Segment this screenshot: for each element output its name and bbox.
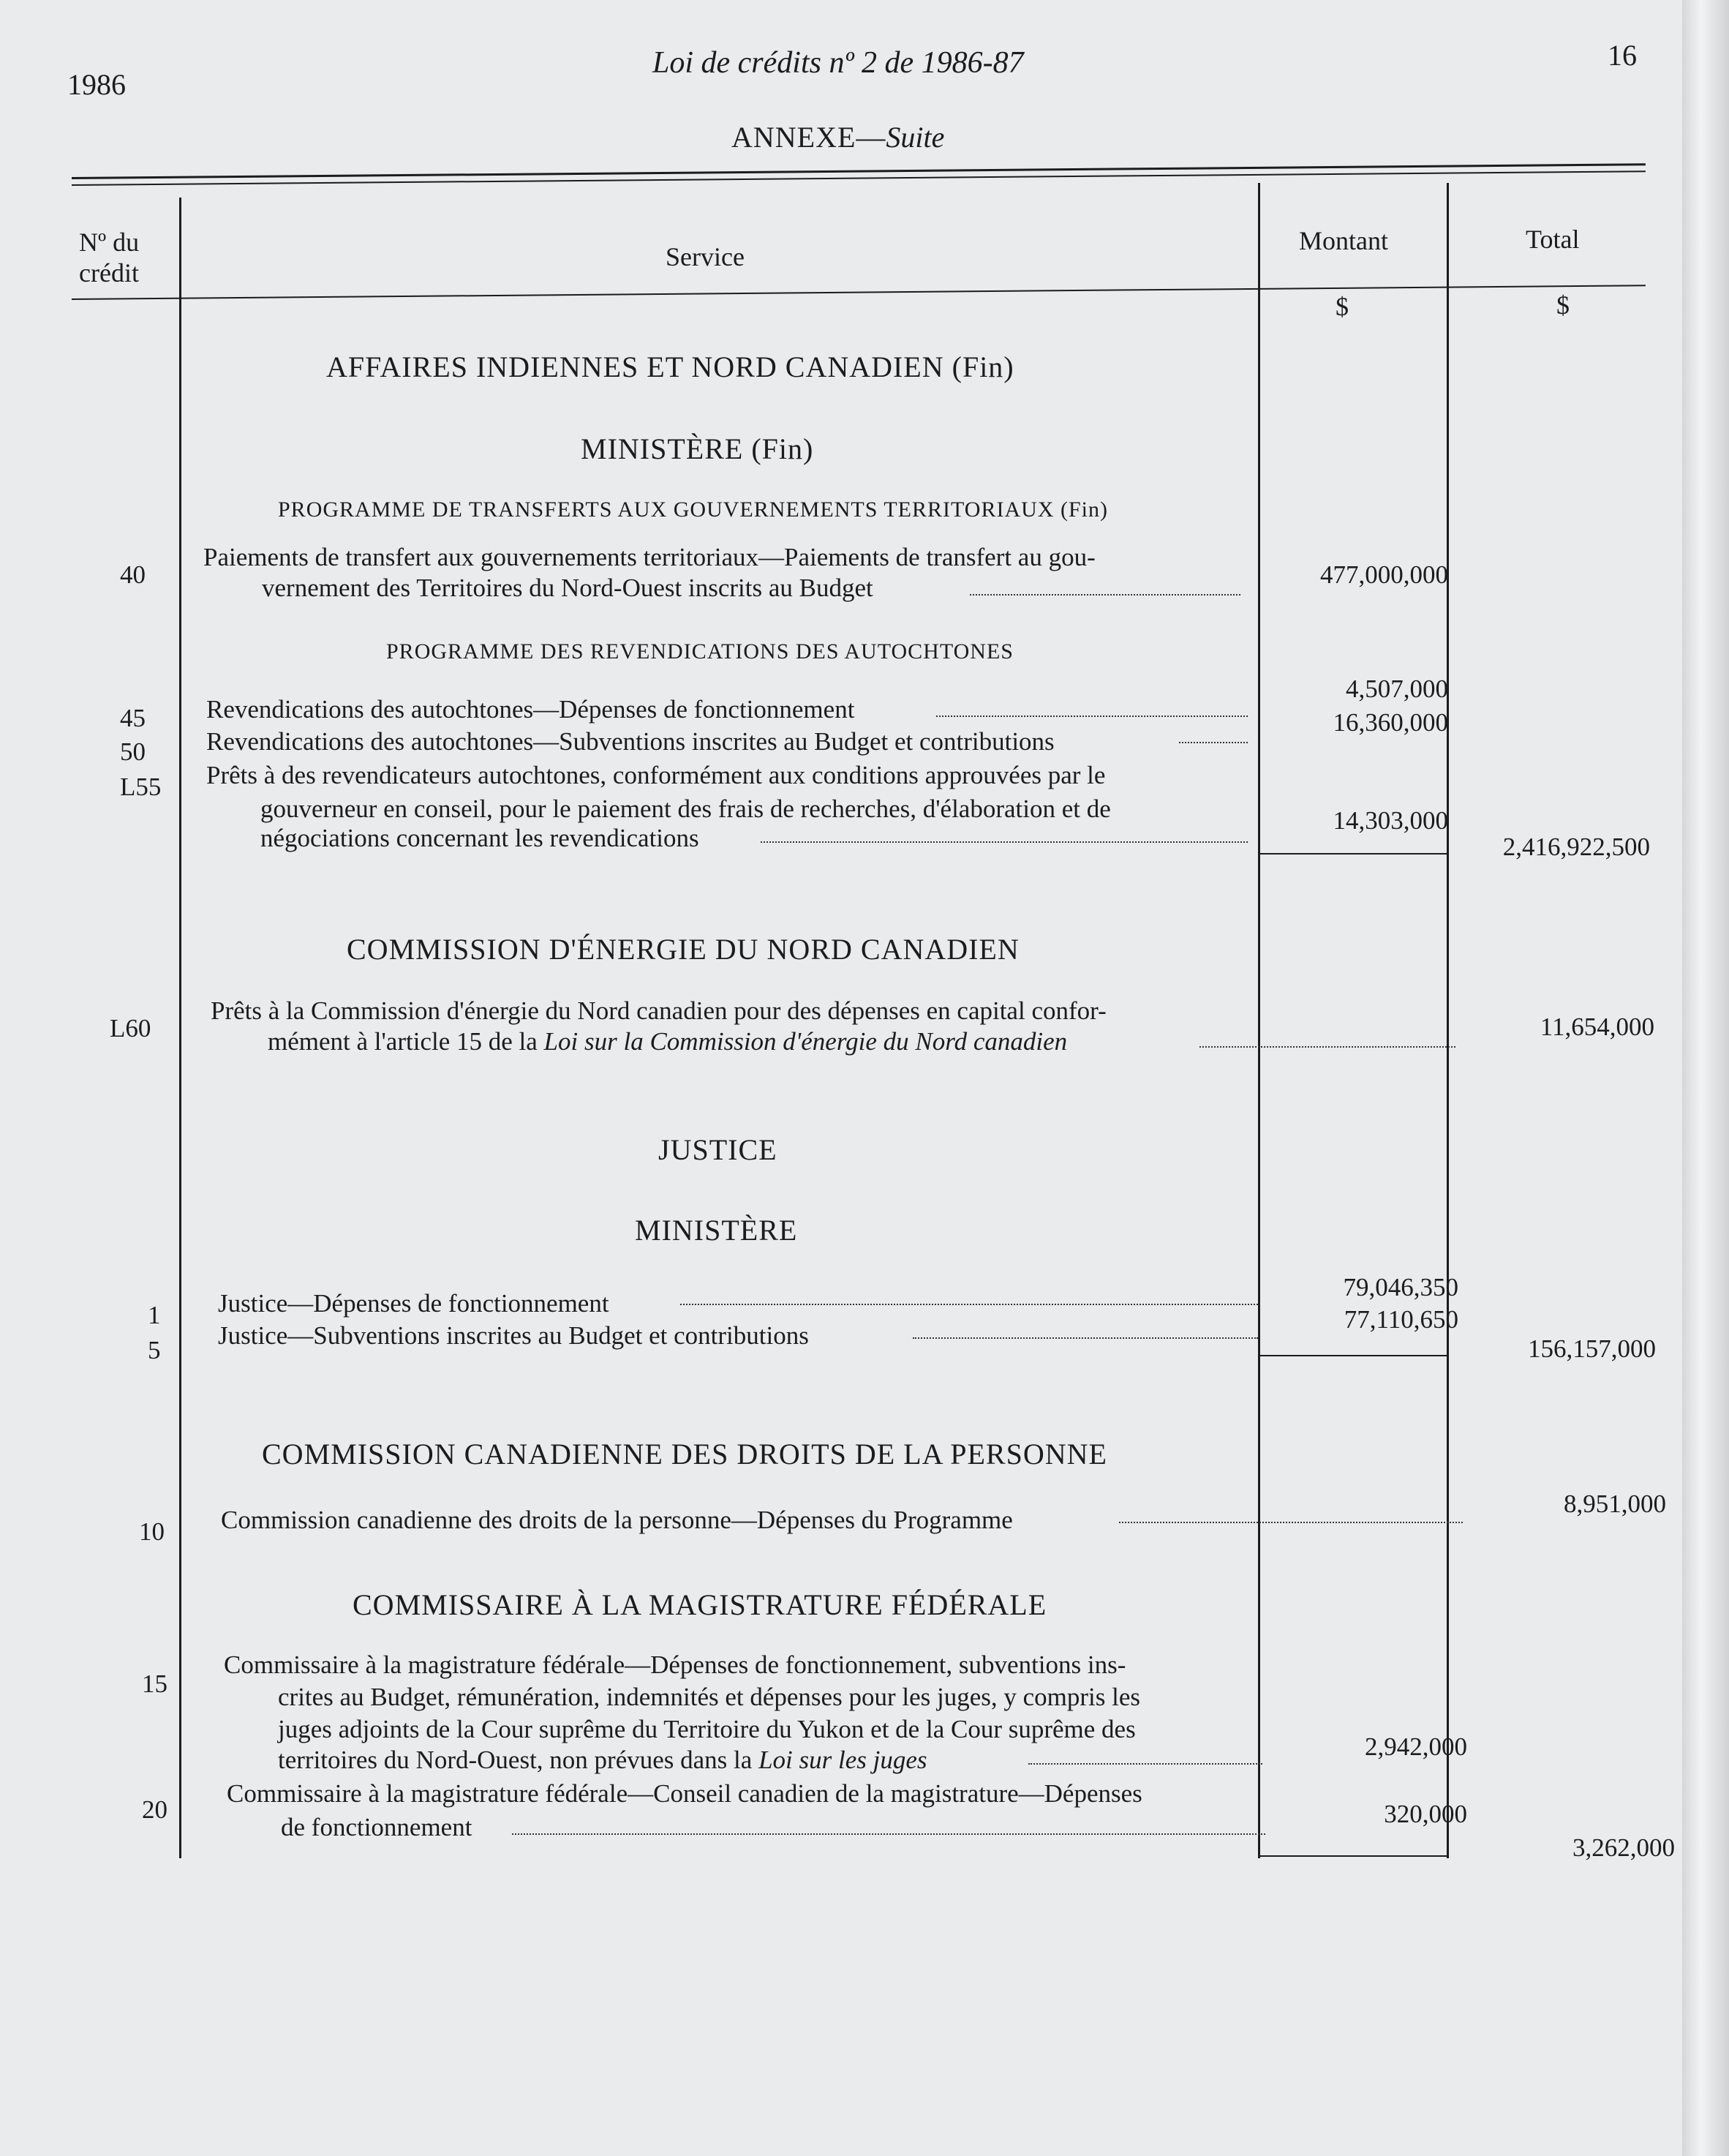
vote-number: 10	[139, 1517, 165, 1546]
vote-number: 50	[120, 737, 146, 766]
annex-suite: Suite	[886, 121, 945, 154]
annex-heading	[731, 120, 944, 154]
dot-leader	[680, 1304, 1258, 1305]
dot-leader	[1179, 742, 1248, 743]
vote-number: L60	[110, 1014, 151, 1043]
annex-label: ANNEXE—	[731, 121, 886, 154]
amount-value: 77,110,650	[1344, 1305, 1458, 1334]
amount-column-right-rule	[1447, 183, 1449, 1858]
vote-column-header	[79, 227, 139, 288]
vote-number: 45	[120, 704, 146, 732]
dot-leader	[1119, 1522, 1463, 1523]
item-text: Justice—Dépenses de fonctionnement	[218, 1289, 609, 1318]
item-text: Prêts à la Commission d'énergie du Nord canadien pour des dépenses en capital confor-	[211, 996, 1107, 1025]
item-text: Revendications des autochtones—Dépenses de fonctionnement	[206, 695, 855, 724]
vote-column-rule	[179, 198, 181, 1858]
amount-value: 320,000	[1384, 1800, 1467, 1828]
amount-value: 14,303,000	[1333, 806, 1448, 835]
dot-leader	[1028, 1763, 1262, 1765]
total-value: 8,951,000	[1564, 1490, 1666, 1518]
page-edge	[1682, 0, 1729, 2156]
total-unit: $	[1556, 290, 1570, 320]
page-number: 16	[1608, 39, 1637, 72]
amount-value: 477,000,000	[1320, 560, 1448, 589]
dot-leader	[970, 594, 1240, 596]
vote-number: 5	[148, 1336, 161, 1364]
amount-value: 16,360,000	[1333, 708, 1448, 737]
header-year: 1986	[67, 68, 126, 101]
total-value: 11,654,000	[1540, 1013, 1654, 1041]
item-text: gouverneur en conseil, pour le paiement des frais de recherches, d'élaboration et de	[260, 795, 1111, 823]
item-text	[278, 1746, 927, 1775]
program-heading-transferts: PROGRAMME DE TRANSFERTS AUX GOUVERNEMENTS TERRITORIAUX (Fin)	[278, 497, 1108, 522]
dot-leader	[913, 1337, 1258, 1339]
dot-leader	[761, 841, 1248, 843]
amount-value: 4,507,000	[1346, 675, 1448, 703]
amount-column-header: Montant	[1299, 226, 1388, 255]
dot-leader	[1199, 1046, 1455, 1048]
amount-column-left-rule	[1258, 183, 1260, 1858]
dot-leader	[512, 1833, 1265, 1835]
vote-number: L55	[120, 773, 162, 801]
amount-value: 2,942,000	[1365, 1732, 1467, 1761]
vote-number: 40	[120, 560, 146, 589]
item-text: de fonctionnement	[281, 1813, 472, 1841]
section-heading-justice: JUSTICE	[658, 1133, 777, 1166]
header-title: Loi de crédits nº 2 de 1986-87	[652, 46, 1024, 80]
service-column-header: Service	[666, 242, 745, 271]
item-text: crites au Budget, rémunération, indemnités et dépenses pour les juges, y compris les	[278, 1683, 1141, 1711]
dot-leader	[936, 715, 1248, 717]
item-text: Commissaire à la magistrature fédérale—Conseil canadien de la magistrature—Dépenses	[227, 1779, 1142, 1808]
total-value: 156,157,000	[1528, 1334, 1656, 1363]
act-title: Loi sur les juges	[758, 1746, 927, 1774]
section-heading-magistrature: COMMISSAIRE À LA MAGISTRATURE FÉDÉRALE	[353, 1588, 1047, 1621]
item-text: Prêts à des revendicateurs autochtones, conformément aux conditions approuvées par le	[206, 761, 1106, 789]
item-text: négociations concernant les revendications	[260, 824, 699, 852]
section-heading-affaires-indiennes: AFFAIRES INDIENNES ET NORD CANADIEN (Fin)	[326, 350, 1014, 383]
subtotal-rule	[1259, 1855, 1448, 1857]
vote-number: 1	[148, 1301, 161, 1329]
vote-number: 20	[142, 1795, 167, 1824]
total-column-header: Total	[1526, 225, 1580, 254]
act-title: Loi sur la Commission d'énergie du Nord canadien	[543, 1027, 1068, 1056]
total-value: 3,262,000	[1572, 1833, 1675, 1862]
item-text: Revendications des autochtones—Subventions inscrites au Budget et contributions	[206, 727, 1055, 756]
item-text-part: territoires du Nord-Ouest, non prévues dans la	[278, 1746, 759, 1774]
vote-col-line1: Nº du	[79, 228, 140, 257]
amount-value: 79,046,350	[1343, 1273, 1458, 1302]
subsection-heading-ministere: MINISTÈRE (Fin)	[581, 432, 814, 465]
item-text: Commissaire à la magistrature fédérale—Dépenses de fonctionnement, subventions ins-	[224, 1650, 1126, 1679]
subtotal-rule	[1259, 1355, 1448, 1356]
item-text-part: mément à l'article 15 de la	[268, 1027, 544, 1056]
vote-col-line2: crédit	[79, 258, 139, 288]
item-text: Commission canadienne des droits de la personne—Dépenses du Programme	[221, 1506, 1013, 1534]
item-text: juges adjoints de la Cour suprême du Territoire du Yukon et de la Cour suprême des	[278, 1715, 1136, 1743]
amount-unit: $	[1336, 292, 1349, 321]
subtotal-rule	[1259, 853, 1448, 854]
item-text: Justice—Subventions inscrites au Budget et contributions	[218, 1321, 809, 1350]
section-heading-droits-personne: COMMISSION CANADIENNE DES DROITS DE LA PERSONNE	[262, 1438, 1107, 1470]
vote-number: 15	[142, 1669, 167, 1698]
subsection-heading-ministere: MINISTÈRE	[635, 1214, 798, 1247]
section-heading-energie-nord: COMMISSION D'ÉNERGIE DU NORD CANADIEN	[347, 933, 1020, 966]
item-text: vernement des Territoires du Nord-Ouest inscrits au Budget	[262, 574, 873, 602]
item-text: Paiements de transfert aux gouvernements territoriaux—Paiements de transfert au gou-	[203, 543, 1096, 571]
program-heading-revendications: PROGRAMME DES REVENDICATIONS DES AUTOCHTONES	[386, 639, 1014, 664]
item-text	[268, 1027, 1067, 1056]
total-value: 2,416,922,500	[1502, 833, 1650, 861]
